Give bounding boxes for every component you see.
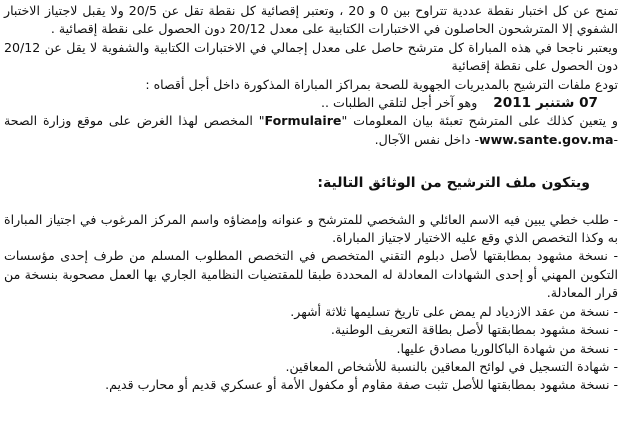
scoring-paragraph: تمنح عن كل اختبار نقطة عددية تتراوح بين 0 و 20 ، وتعتبر إقصائية كل نقطة تقل عن 20/5 ولا يقبل لاجتياز الاختبار الشفوي إلا المترشحون الحاصلون في الاختبارات الكتابية على معدل 20/12 دون الحصول على نقطة إقصائية . (4, 3, 618, 37)
document-item: - نسخة من عقد الازدياد لم يمض على تاريخ تسليمها ثلاثة أشهر. (290, 303, 618, 319)
form-word: Formulaire (264, 113, 342, 129)
document-item: - شهادة التسجيل في لوائح المعاقين بالنسبة للأشخاص المعاقين. (285, 358, 618, 374)
deadline-suffix: وهو آخر أجل لتلقي الطلبات .. (320, 95, 478, 111)
submission-paragraph: تودع ملفات الترشيح بالمديريات الجهوية للصحة بمراكز المباراة المذكورة داخل أجل أقصاه : (145, 76, 618, 92)
form-paragraph (4, 112, 618, 149)
success-criteria-paragraph: ويعتبر ناجحا في هذه المباراة كل مترشح حاصل على معدل إجمالي في الاختبارات الكتابية والشفوية لا يقل عن 20/12 دون الحصول على نقطة إقصائية (4, 39, 618, 74)
document-item: - طلب خطي يبين فيه الاسم العائلي و الشخصي للمترشح و عنوانه وإمضاؤه واسم المركز المرغوب في اجتياز المباراة به وكذا التخصص الذي وقع عليه الاختيار لاجتياز المباراة. (4, 211, 618, 246)
deadline-date: 07 شتنبر 2011 (493, 95, 598, 112)
section-spacer (4, 149, 618, 174)
document-item: - نسخة من شهادة الباكالوريا مصادق عليها. (396, 340, 618, 356)
document-item: - نسخة مشهود بمطابقتها للأصل تثبت صفة مقاوم أو مكفول الأمة أو عسكري قديم أو محارب قديم. (105, 377, 618, 393)
deadline-line (4, 94, 618, 112)
document-item: - نسخة مشهود بمطابقتها لأصل دبلوم التقني المتخصص في التخصص المطلوب المسلم من طرف إحدى مؤسسات التكوين المهني أو إحدى الشهادات المعادلة له المحددة طبقا للمقتضيات النظامية الجاري بها العمل مصحوبة بنسخة من قرار المعادلة. (4, 248, 618, 301)
document-item: - نسخة مشهود بمطابقتها لأصل بطاقة التعريف الوطنية. (330, 322, 618, 338)
form-text-end: - داخل نفس الآجال. (374, 131, 479, 147)
form-text-before: و يتعين كذلك على المترشح تعبئة بيان المعلومات " (341, 113, 618, 129)
documents-heading: ويتكون ملف الترشيح من الوثائق التالية: (317, 175, 590, 192)
form-text-after: " المخصص لهذا الغرض على موقع وزارة الصحة - (4, 113, 618, 147)
ministry-website: www.sante.gov.ma (479, 131, 614, 147)
